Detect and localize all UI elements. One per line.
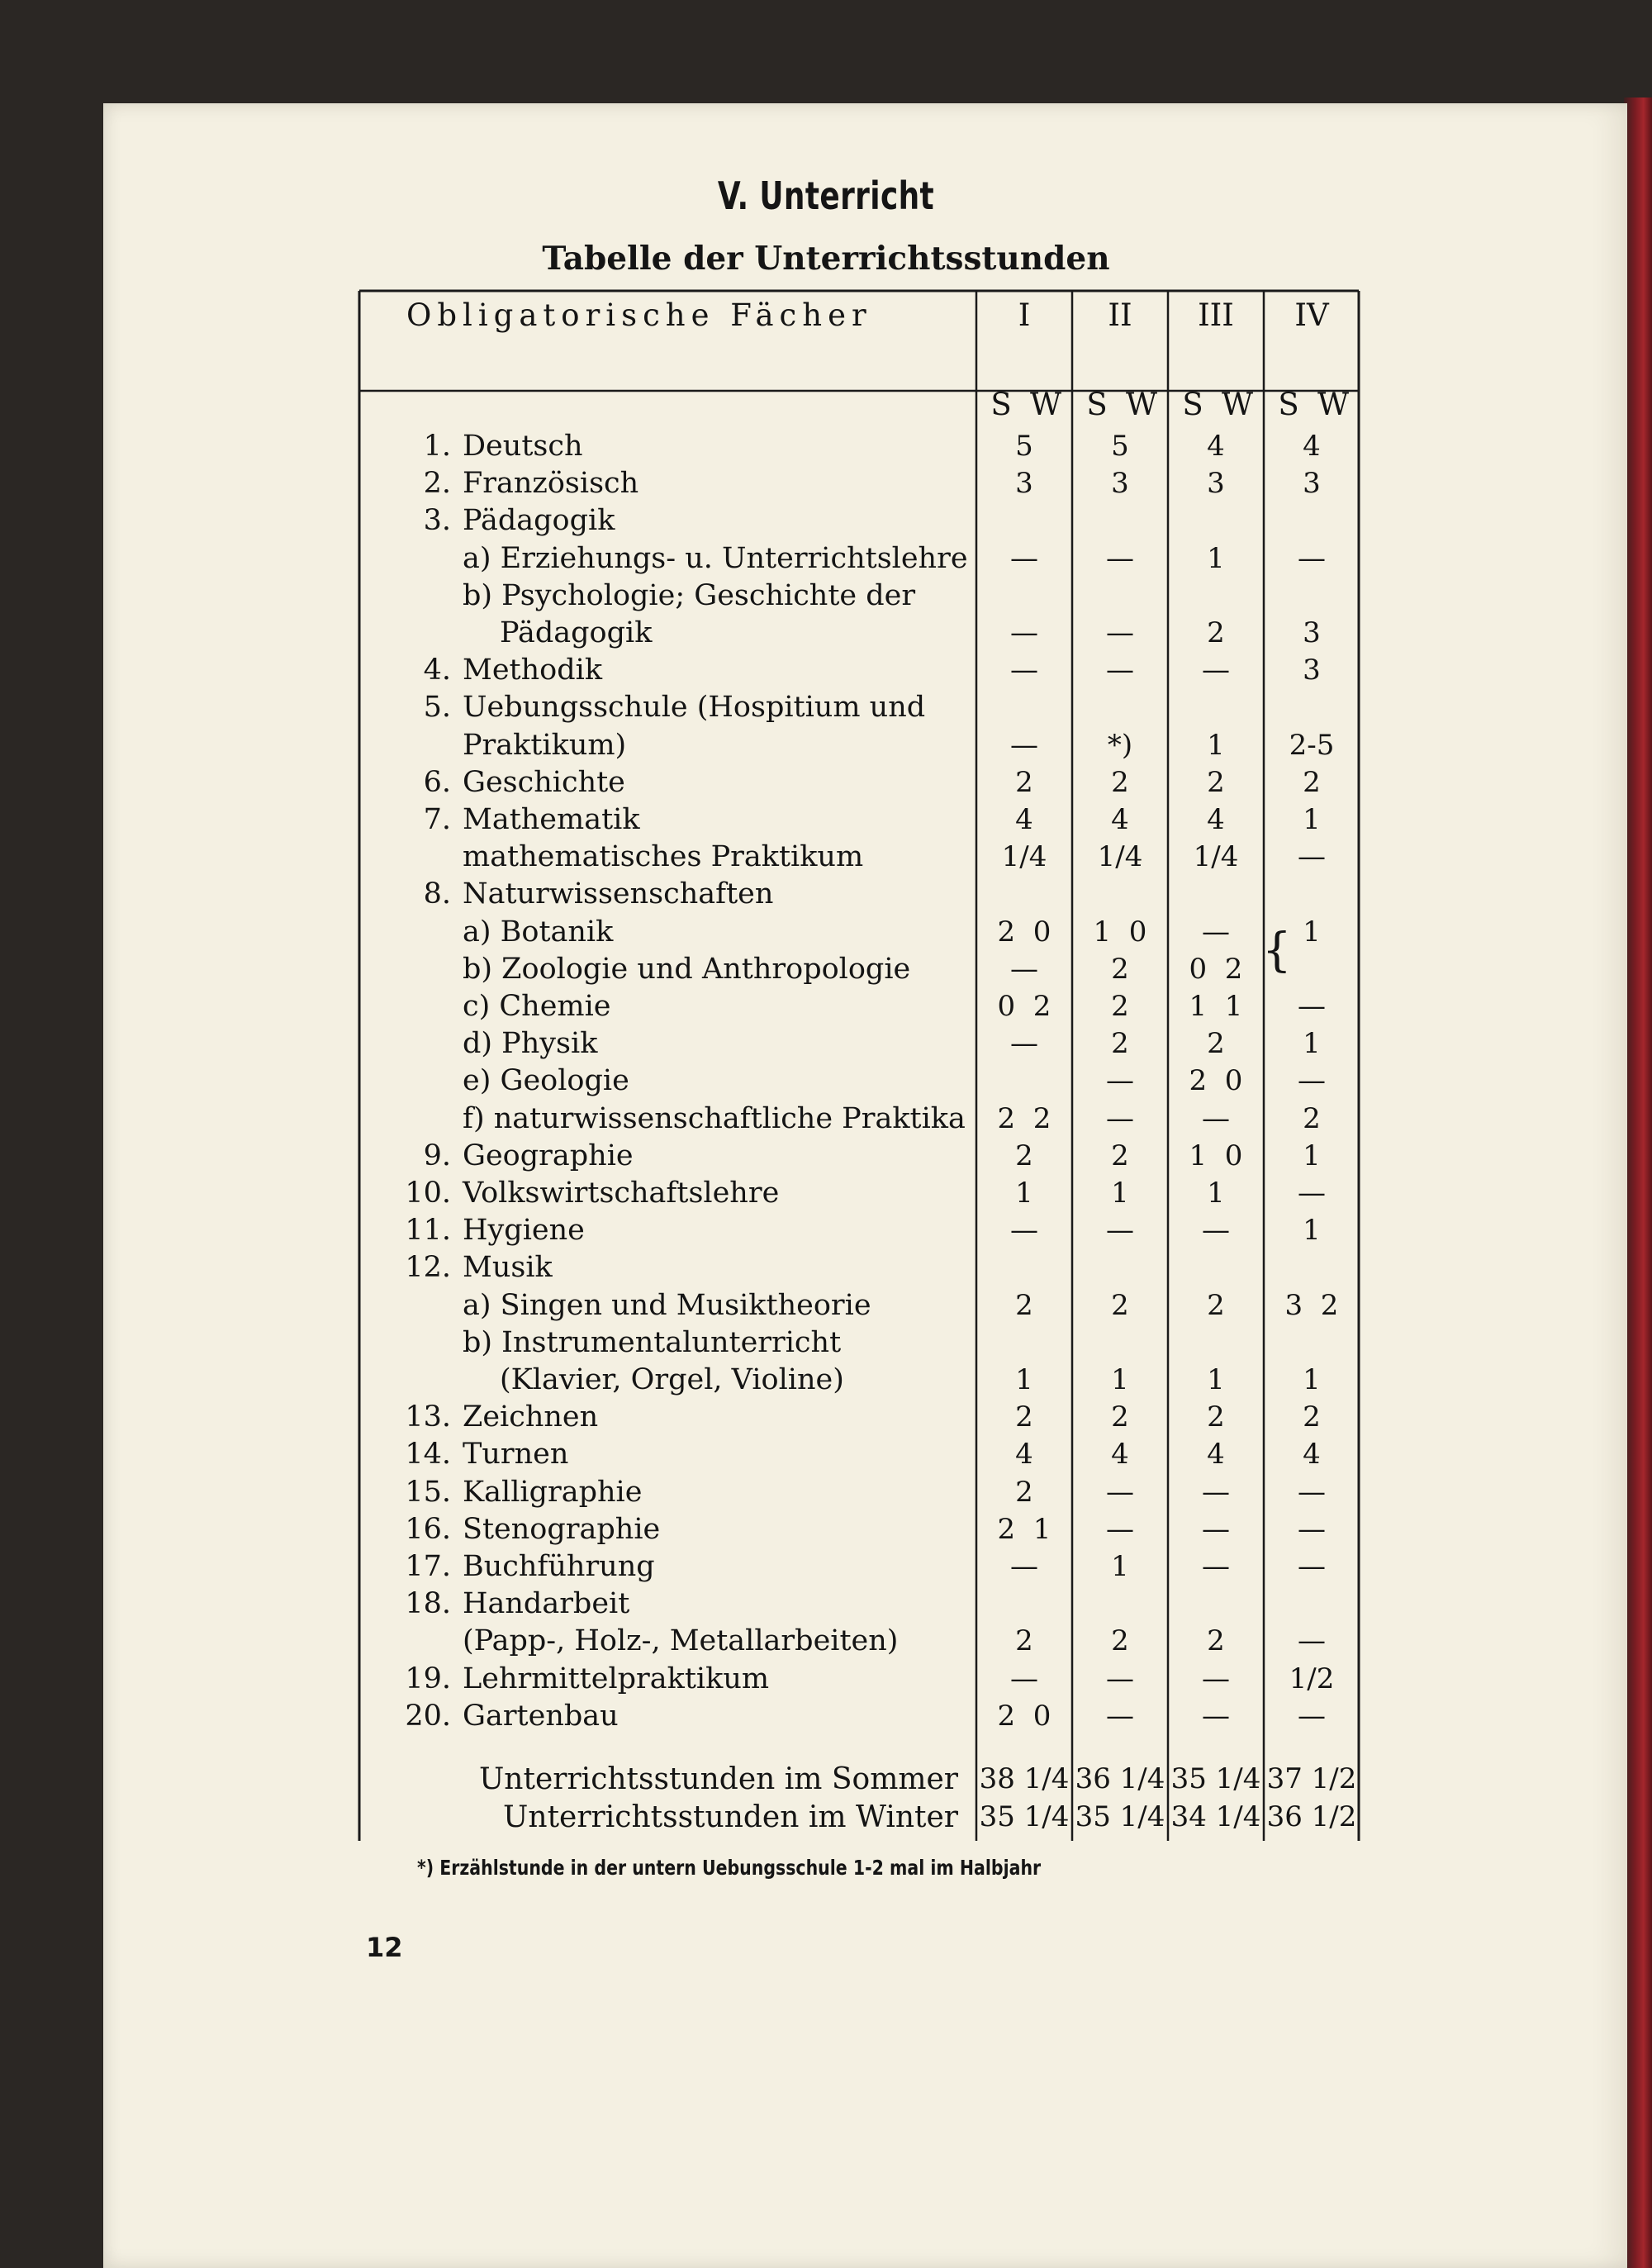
sub-header-w: W [1029, 387, 1062, 422]
table-cell: — [1298, 1177, 1326, 1210]
table-cell: 2 [1015, 1400, 1033, 1434]
total-cell: 36 1/4 [1075, 1762, 1165, 1795]
table-cell: — [1202, 1512, 1230, 1546]
row-number: 14. [405, 1438, 451, 1472]
row-subject: Zeichnen [463, 1400, 599, 1434]
total-cell: 34 1/4 [1170, 1800, 1261, 1833]
table-cell: 1 [1303, 1214, 1321, 1248]
table-cell: — [1202, 1662, 1230, 1695]
table-cell: — [1298, 1699, 1326, 1733]
row-subject: Naturwissenschaften [463, 877, 774, 911]
table-title: Tabelle der Unterrichtsstunden [542, 240, 1110, 278]
table-cell: — [1202, 915, 1230, 949]
table-cell: 2 [1303, 765, 1321, 799]
row-number: 8. [423, 877, 451, 911]
row-subject: Pädagogik [463, 504, 615, 538]
table-cell: 1/4 [1097, 840, 1143, 874]
table-cell: 2 [1111, 952, 1129, 986]
table-cell: 4 [1303, 430, 1321, 463]
row-number: 5. [423, 691, 451, 725]
row-number: 15. [405, 1475, 451, 1509]
table-cell: 2 [1111, 990, 1129, 1023]
table-cell: — [1106, 1214, 1134, 1248]
row-subject: Stenographie [463, 1512, 661, 1546]
table-cell: 1 [1207, 1363, 1225, 1396]
total-cell: 35 1/4 [1170, 1762, 1261, 1795]
sub-header-s: S [1086, 387, 1108, 422]
total-cell: 38 1/4 [979, 1762, 1070, 1795]
table-cell: 4 [1111, 803, 1129, 836]
table-cell: — [1106, 1662, 1134, 1695]
table-cell: 4 [1111, 1438, 1129, 1472]
table-cell: 1 [1111, 1177, 1129, 1210]
row-number: 16. [405, 1512, 451, 1546]
table-cell: 1 [1207, 728, 1225, 762]
table-cell: 0 2 [997, 990, 1051, 1023]
sub-header-w: W [1125, 387, 1158, 422]
table-cell: 4 [1207, 430, 1225, 463]
table-cell: 2 [1111, 1400, 1129, 1434]
row-subject: Gartenbau [463, 1699, 619, 1733]
table-cell: — [1010, 952, 1038, 986]
table-cell: 1 [1111, 1550, 1129, 1583]
row-subject: Hygiene [463, 1214, 585, 1248]
table-cell: 4 [1207, 803, 1225, 836]
total-cell: 35 1/4 [1075, 1800, 1165, 1833]
table-cell: — [1298, 1064, 1326, 1098]
row-subject: Methodik [463, 654, 603, 687]
table-cell: — [1106, 1475, 1134, 1509]
table-cell: — [1106, 616, 1134, 649]
total-label: Unterrichtsstunden im Sommer [478, 1762, 958, 1796]
header-subjects: Obligatorische Fächer [406, 297, 872, 333]
column-header-2: II [1108, 297, 1132, 333]
row-subject: a) Botanik [463, 915, 614, 949]
table-cell: — [1298, 1624, 1326, 1658]
table-cell: — [1010, 654, 1038, 687]
brace-bracket: { [1262, 924, 1292, 977]
row-subject: Geschichte [463, 765, 625, 799]
row-number: 19. [405, 1662, 451, 1695]
table-cell: — [1106, 541, 1134, 575]
row-subject: a) Singen und Musiktheorie [463, 1288, 871, 1322]
row-number: 4. [423, 654, 451, 687]
table-cell: 3 [1303, 467, 1321, 501]
table-cell: 3 [1303, 616, 1321, 649]
table-cell: — [1010, 1214, 1038, 1248]
row-subject: Geographie [463, 1139, 634, 1172]
total-cell: 37 1/2 [1266, 1762, 1357, 1795]
table-cell: 1 [1303, 1139, 1321, 1172]
row-subject: Lehrmittelpraktikum [463, 1662, 770, 1695]
table-cell: 4 [1015, 1438, 1033, 1472]
table-cell: 5 [1111, 430, 1129, 463]
table-cell: 2 0 [997, 915, 1051, 949]
table-cell: — [1106, 1101, 1134, 1135]
footnote: *) Erzählstunde in der untern Uebungsschule 1-2 mal im Halbjahr [417, 1856, 1042, 1880]
table-cell: 1 [1303, 1027, 1321, 1061]
table-cell: — [1106, 1512, 1134, 1546]
table-cell: 1 [1303, 915, 1321, 949]
row-subject: (Klavier, Orgel, Violine) [500, 1363, 844, 1396]
row-number: 10. [405, 1177, 451, 1210]
table-cell: 5 [1015, 430, 1033, 463]
table-cell: 0 2 [1189, 952, 1243, 986]
row-subject: Mathematik [463, 803, 640, 836]
sub-header-s: S [1278, 387, 1299, 422]
table-cell: 1 1 [1189, 990, 1243, 1023]
table-cell: *) [1107, 728, 1133, 762]
table-cell: 3 [1111, 467, 1129, 501]
table-cell: 3 [1015, 467, 1033, 501]
table-cell: 1 [1207, 1177, 1225, 1210]
column-header-4: IV [1294, 297, 1329, 333]
table-cell: — [1010, 728, 1038, 762]
table-cell: 1 [1207, 541, 1225, 575]
table-cell: 2 [1207, 1400, 1225, 1434]
table-cell: 2 [1207, 1027, 1225, 1061]
table-cell: 2 [1111, 1139, 1129, 1172]
table-cell: 4 [1015, 803, 1033, 836]
table-cell: 1 [1015, 1177, 1033, 1210]
row-number: 13. [405, 1400, 451, 1434]
table-cell: 2 [1015, 1624, 1033, 1658]
table-cell: 2 [1015, 765, 1033, 799]
row-subject: Kalligraphie [463, 1475, 643, 1509]
row-number: 17. [405, 1550, 451, 1583]
table-cell: — [1106, 654, 1134, 687]
row-subject: Deutsch [463, 430, 583, 463]
table-cell: 2 2 [997, 1101, 1051, 1135]
table-cell: — [1298, 541, 1326, 575]
table-cell: — [1106, 1064, 1134, 1098]
table-cell: — [1106, 1699, 1134, 1733]
sub-header-w: W [1221, 387, 1254, 422]
row-number: 1. [423, 430, 451, 463]
row-subject: Buchführung [463, 1550, 655, 1583]
sub-header-s: S [1182, 387, 1203, 422]
table-cell: — [1202, 654, 1230, 687]
row-subject: a) Erziehungs- u. Unterrichtslehre [463, 541, 968, 575]
table-cell: — [1202, 1699, 1230, 1733]
row-subject: b) Zoologie und Anthropologie [463, 952, 911, 986]
row-subject: Volkswirtschaftslehre [463, 1177, 780, 1210]
table-cell: — [1010, 616, 1038, 649]
table-cell: 1/4 [1193, 840, 1239, 874]
table-cell: 2 [1303, 1101, 1321, 1135]
table-cell: — [1298, 990, 1326, 1023]
table-cell: 1 [1015, 1363, 1033, 1396]
table-cell: 1/4 [1001, 840, 1047, 874]
row-subject: Musik [463, 1251, 553, 1285]
table-cell: 1 [1303, 803, 1321, 836]
page-number: 12 [366, 1932, 403, 1963]
table-cell: — [1010, 1550, 1038, 1583]
table-cell: 2 [1111, 765, 1129, 799]
sub-header-s: S [990, 387, 1012, 422]
table-cell: 2 [1111, 1288, 1129, 1322]
table-cell: 2 [1303, 1400, 1321, 1434]
table-cell: 2 [1207, 1624, 1225, 1658]
row-number: 3. [423, 504, 451, 538]
table-cell: — [1202, 1550, 1230, 1583]
table-cell: — [1202, 1101, 1230, 1135]
table-cell: — [1202, 1214, 1230, 1248]
table-cell: — [1010, 1662, 1038, 1695]
table-cell: 2-5 [1289, 728, 1335, 762]
row-subject: b) Instrumentalunterricht [463, 1325, 842, 1359]
table-cell: 4 [1303, 1438, 1321, 1472]
table-cell: 2 [1207, 616, 1225, 649]
table-cell: 1/2 [1289, 1662, 1335, 1695]
row-number: 20. [405, 1699, 451, 1733]
column-header-1: I [1018, 297, 1031, 333]
table-cell: 2 [1207, 1288, 1225, 1322]
row-subject: (Papp-, Holz-, Metallarbeiten) [463, 1624, 899, 1658]
row-subject: Turnen [463, 1438, 569, 1472]
row-subject: Französisch [463, 467, 639, 501]
table-cell: 1 0 [1093, 915, 1147, 949]
row-number: 12. [405, 1251, 451, 1285]
row-number: 11. [405, 1214, 451, 1248]
table-cell: 1 [1303, 1363, 1321, 1396]
row-subject: Pädagogik [500, 616, 653, 649]
row-number: 2. [423, 467, 451, 501]
total-cell: 35 1/4 [979, 1800, 1070, 1833]
total-label: Unterrichtsstunden im Winter [503, 1800, 958, 1834]
row-subject: Handarbeit [463, 1587, 630, 1621]
row-subject: mathematisches Praktikum [463, 840, 864, 874]
row-number: 7. [423, 803, 451, 836]
table-cell: — [1298, 1550, 1326, 1583]
column-header-3: III [1198, 297, 1234, 333]
table-cell: — [1010, 1027, 1038, 1061]
table-cell: 3 [1303, 654, 1321, 687]
total-cell: 36 1/2 [1266, 1800, 1357, 1833]
table-cell: 2 [1111, 1027, 1129, 1061]
table-cell: 3 [1207, 467, 1225, 501]
table-cell: — [1298, 1475, 1326, 1509]
table-cell: 4 [1207, 1438, 1225, 1472]
row-number: 9. [423, 1139, 451, 1172]
table-cell: 1 [1111, 1363, 1129, 1396]
row-subject: Praktikum) [463, 728, 627, 762]
row-subject: c) Chemie [463, 990, 611, 1023]
table-cell: 2 1 [997, 1512, 1051, 1546]
table-cell: 2 [1015, 1288, 1033, 1322]
row-subject: b) Psychologie; Geschichte der [463, 578, 916, 612]
table-cell: 2 [1015, 1475, 1033, 1509]
row-subject: Uebungsschule (Hospitium und [463, 691, 926, 725]
row-number: 6. [423, 765, 451, 799]
table-cell: 1 0 [1189, 1139, 1243, 1172]
table-cell: 2 [1015, 1139, 1033, 1172]
table-cell: 2 0 [997, 1699, 1051, 1733]
chapter-title: V. Unterricht [717, 174, 935, 218]
row-subject: d) Physik [463, 1027, 598, 1061]
sub-header-w: W [1317, 387, 1350, 422]
table-cell: 3 2 [1284, 1288, 1339, 1322]
row-subject: e) Geologie [463, 1064, 629, 1098]
table-cell: 2 [1111, 1624, 1129, 1658]
table-cell: 2 [1207, 765, 1225, 799]
table-cell: 2 0 [1189, 1064, 1243, 1098]
row-number: 18. [405, 1587, 451, 1621]
row-subject: f) naturwissenschaftliche Praktika [463, 1101, 966, 1135]
table-cell: — [1298, 840, 1326, 874]
table-cell: — [1202, 1475, 1230, 1509]
table-cell: — [1298, 1512, 1326, 1546]
table-cell: — [1010, 541, 1038, 575]
